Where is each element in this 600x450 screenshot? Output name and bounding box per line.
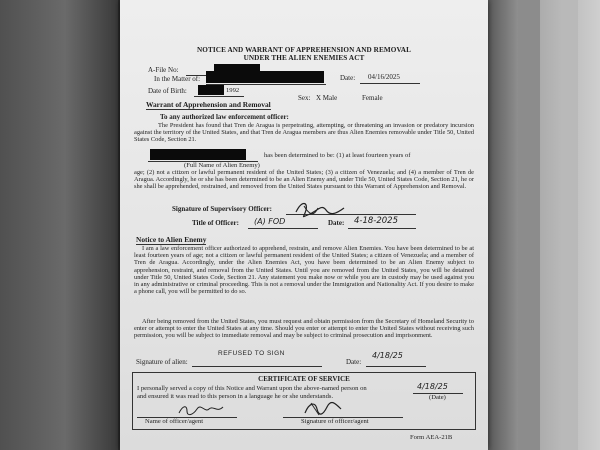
certificate-line1: I personally served a copy of this Notice and Warrant upon the above-named person on <box>137 385 367 392</box>
redaction-full-name <box>150 149 246 160</box>
matter-line <box>206 84 326 85</box>
redaction-dob <box>198 85 224 95</box>
after-removal-paragraph: After being removed from the United States, you must request and obtain permission from the Secretary of Homeland Security to enter or attempt to enter the United States at any time. Should you enter or attempt to enter the United States without receiving such permission, you will be subject to immediate removal and may be subject to criminal prosecution and imprisonment. <box>134 318 474 340</box>
officer-date-line <box>348 228 416 229</box>
determined-paragraph: age; (2) not a citizen or lawful permanent resident of the United States; (3) a citizen of Venezuela; and (4) a member of Tren de Aragua. Accordingly, he or she has been determined to be an Alien Enemy and, under Title 50, United States Code, Section 21, he or she shall be apprehended, restrained, and removed from the United States pursuant to this Warrant of Apprehension and Removal. <box>134 169 474 191</box>
dob-label: Date of Birth: <box>148 87 187 95</box>
date-line <box>360 83 420 84</box>
title-of-officer-label: Title of Officer: <box>192 219 239 227</box>
background-bar <box>518 0 540 450</box>
officer-date-label: Date: <box>328 219 345 227</box>
notice-paragraph: I am a law enforcement officer authorized to apprehend, restrain, and remove Alien Enemies. You have been determined to be at least fourteen years of age; not a citizen or lawful permanent resident of the United States; a citizen of Venezuela; and a member of Tren de Aragua. Accordingly, under the Alien Enemies Act, you have been determined to be an Alien Enemy subject to apprehension, restraint, and removal from the United States. Until you are removed from the United States, you will be detained under Title 50, United States Code, Section 21. Any statement you make now or while you are in custody may be used against you in any administrative or criminal proceeding. This is not a removal under the Immigration and Nationality Act. If you desire to make a phone call, you will be permitted to do so. <box>134 245 474 296</box>
to-any-officer: To any authorized law enforcement officer: <box>160 113 289 121</box>
officer-name-label: Name of officer/agent <box>145 418 204 425</box>
background-right <box>488 0 600 450</box>
certificate-of-service-box <box>132 372 476 430</box>
date-value: 04/16/2025 <box>368 73 400 81</box>
certificate-line2: and ensured it was read to this person in a language he or she understands. <box>137 393 334 400</box>
date-label: Date: <box>340 74 356 82</box>
officer-date-value: 4-18-2025 <box>354 216 398 226</box>
alien-signature-label: Signature of alien: <box>136 358 188 366</box>
warrant-document <box>120 0 488 450</box>
background-bar <box>562 0 578 450</box>
alien-signature-value: REFUSED TO SIGN <box>218 350 285 357</box>
document-title-line2: UNDER THE ALIEN ENEMIES ACT <box>243 54 365 62</box>
matter-label: In the Matter of: <box>154 75 201 83</box>
alien-date-value: 4/18/25 <box>372 351 403 360</box>
background-left <box>0 0 118 450</box>
alien-date-label: Date: <box>346 358 362 366</box>
officer-signature <box>301 399 345 417</box>
supervisory-signature-label: Signature of Supervisory Officer: <box>172 205 272 213</box>
dob-value: 1992 <box>226 87 240 94</box>
determined-text: has been determined to be: (1) at least fourteen years of <box>264 152 411 159</box>
certificate-date-value: 4/18/25 <box>417 382 448 391</box>
certificate-title: CERTIFICATE OF SERVICE <box>258 375 350 383</box>
sex-label: Sex: <box>298 94 311 102</box>
certificate-date-caption: (Date) <box>429 394 446 401</box>
warrant-heading: Warrant of Apprehension and Removal <box>146 100 271 109</box>
dob-line <box>194 96 244 97</box>
title-of-officer-value: (A) FOD <box>254 217 286 226</box>
officer-name-handwriting <box>177 403 227 417</box>
redaction-name <box>206 71 324 83</box>
warrant-paragraph: The President has found that Tren de Aragua is perpetrating, attempting, or threatening an invasion or predatory incursion against the territory of the United States, and that Tren de Aragua members are thus Alien Enemies removable under Title 50, United States Code, Section 21. <box>134 122 474 144</box>
sex-male: X Male <box>316 94 338 102</box>
form-id: Form AEA-21B <box>410 434 453 441</box>
sex-female: Female <box>362 94 383 102</box>
supervisory-signature <box>292 198 352 220</box>
full-name-caption: (Full Name of Alien Enemy) <box>184 162 260 169</box>
document-title-line1: NOTICE AND WARRANT OF APPREHENSION AND REMOVAL <box>197 46 411 54</box>
alien-signature-line <box>192 366 322 367</box>
afile-label: A-File No: <box>148 66 179 74</box>
alien-date-line <box>366 366 426 367</box>
title-of-officer-line <box>248 228 318 229</box>
notice-heading: Notice to Alien Enemy <box>136 235 207 244</box>
officer-signature-label: Signature of officer/agent <box>301 418 369 425</box>
